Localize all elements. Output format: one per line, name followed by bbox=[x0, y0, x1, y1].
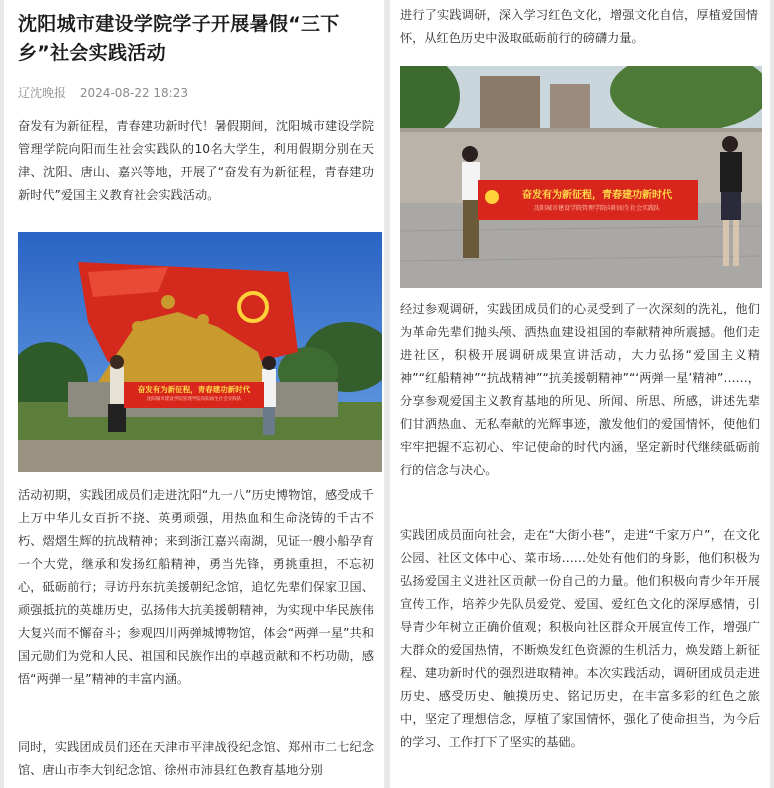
article-date: 2024-08-22 18:23 bbox=[79, 86, 188, 100]
banner-main-text-2: 奋发有为新征程，青春建功新时代 bbox=[522, 190, 672, 201]
banner-main-text-1: 奋发有为新征程，青春建功新时代 bbox=[137, 385, 251, 394]
paragraph-2: 活动初期，实践团成员们走进沈阳“九一八”历史博物馆，感受成千上万中华儿女百折不挠、英勇顽强，用热血和生命浇铸的千古不朽、熠熠生辉的抗战精神；来到浙江嘉兴南湖，见证一艘小船孕育一个大党，继承和发扬红船精神，勇当先锋，勇挑重担，不忘初心，砥砺前行；寻访丹东抗美援朝纪念馆，追忆先辈们保家卫国、顽强抵抗的英雄历史，弘扬伟大抗美援朝精神，为实现中华民族伟大复兴而不懈奋斗；参观四川两弹城博物馆，体会“两弹一星”共和国元勋们为党和人民、祖国和民族作出的卓越贡献和不朽功勋，感悟“两弹一星”精神的丰富内涵。 bbox=[18, 488, 374, 686]
paragraph-5: 实践团成员面向社会，走在“大街小巷”，走进“千家万户”，在文化公园、社区文体中心、菜市场……处处有他们的身影，他们积极为弘扬爱国主义进社区贡献一份自己的力量。他们积极向青少年开展宣传工作，培养少先队员爱党、爱国、爱红色文化的深厚感情，引导青少年树立正确价值观；积极向社区群众开展宣传工作，增强广大群众的爱国热情，不断焕发红色资源的生机活力，焕发踏上新征程、建功新时代的强烈进取精神。本次实践活动，调研团成员走进历史、感受历史、触摸历史、铭记历史，在丰富多彩的红色之旅中，坚定了理想信念，厚植了家国情怀，强化了使命担当，为今后的学习、工作打下了坚实的基础。 bbox=[400, 528, 760, 749]
right-column bbox=[390, 0, 770, 788]
monument-scene-illustration bbox=[18, 232, 382, 472]
photo-monument bbox=[18, 232, 382, 472]
left-column bbox=[4, 0, 384, 788]
banner-sub-text-1: 沈阳城市建设学院管理学院向阳而生社会实践队 bbox=[146, 397, 242, 402]
paragraph-3-end: 进行了实践调研，深入学习红色文化，增强文化自信，厚植爱国情怀，从红色历史中汲取砥砺前行的磅礴力量。 bbox=[400, 8, 758, 45]
paragraph-4: 经过参观调研，实践团成员们的心灵受到了一次深刻的洗礼，他们为革命先辈们抛头颅、洒热血建设祖国的奉献精神所震撼。他们走进社区，积极开展调研成果宣讲活动，大力弘扬“爱国主义精神”“红船精神”“抗战精神”“抗美援朝精神”“‘两弹一星’精神”……，分享参观爱国主义教育基地的所见、所闻、所思、所感，讲述先辈们甘洒热血、无私奉献的光辉事迹，激发他们的爱国情怀，使他们牢牢把握不忘初心、牢记使命的时代内涵，坚定新时代继续砥砺前行的信念与决心。 bbox=[400, 302, 760, 477]
photo-memorial-wall bbox=[400, 66, 762, 288]
article-meta bbox=[18, 84, 374, 101]
banner-sub-text-2: 沈阳城市建设学院管理学院向阳而生社会实践队 bbox=[533, 205, 660, 212]
article-title: 沈阳城市建设学院学子开展暑假“三下乡”社会实践活动 bbox=[18, 13, 340, 64]
paragraph-intro: 奋发有为新征程，青春建功新时代！暑假期间，沈阳城市建设学院管理学院向阳而生社会实践队的10名大学生，利用假期分别在天津、沈阳、唐山、嘉兴等地，开展了“奋发有为新征程，青春建功新时代”爱国主义教育社会实践活动。 bbox=[18, 119, 374, 202]
paragraph-3-start: 同时，实践团成员们还在天津市平津战役纪念馆、郑州市二七纪念馆、唐山市李大钊纪念馆、徐州市沛县红色教育基地分别 bbox=[18, 740, 374, 777]
article-source[interactable]: 辽沈晚报 bbox=[18, 86, 67, 100]
memorial-wall-scene-illustration bbox=[400, 66, 762, 288]
